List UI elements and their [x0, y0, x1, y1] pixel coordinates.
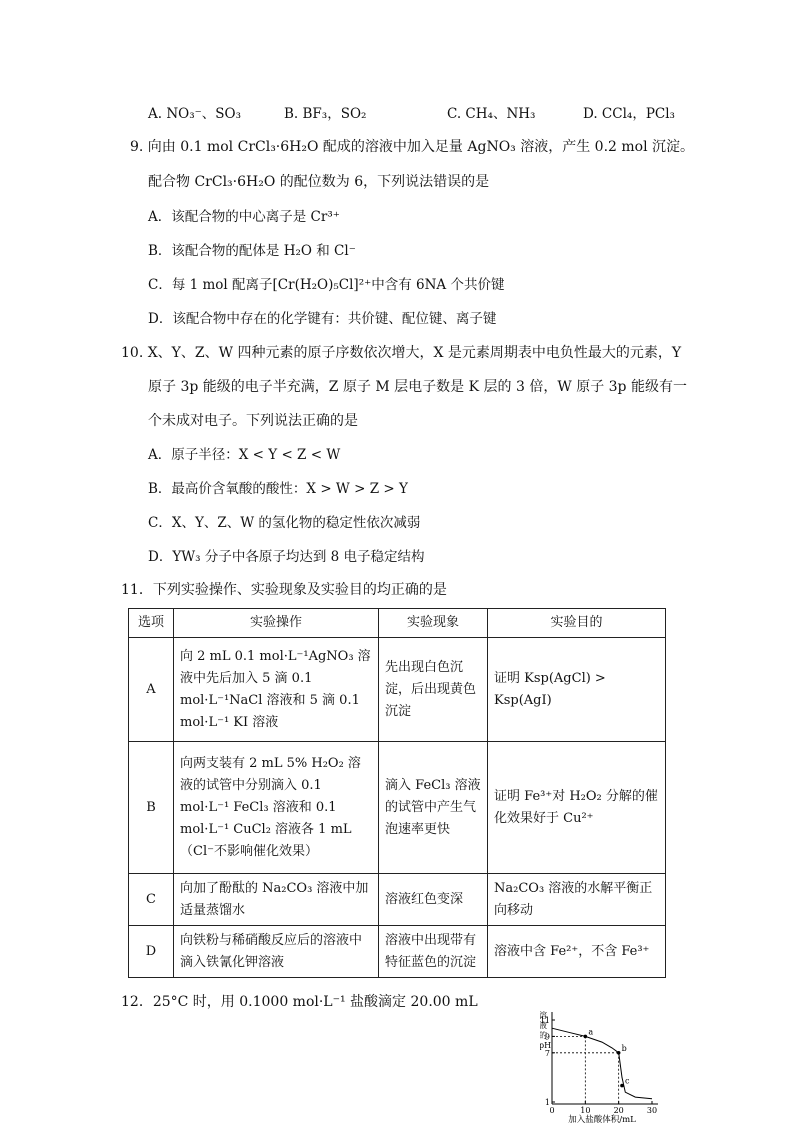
- q9-option-a: A．该配合物的中心离子是 Cr³⁺: [148, 209, 340, 225]
- q12-stem: 12．25°C 时，用 0.1000 mol·L⁻¹ 盐酸滴定 20.00 mL: [121, 994, 478, 1010]
- q8-option-d: D. CCl₄，PCl₃: [583, 106, 675, 122]
- q10-option-c: C．X、Y、Z、W 的氢化物的稳定性依次减弱: [148, 515, 421, 531]
- row-a-label: A: [129, 638, 174, 742]
- titration-curve: [552, 1028, 652, 1099]
- titration-chart-svg: [540, 1008, 680, 1123]
- point-label-a: a: [588, 1027, 594, 1037]
- q9-stem-line1: 9. 向由 0.1 mol CrCl₃·6H₂O 配成的溶液中加入足量 AgNO₃ 溶液，产生 0.2 mol 沉淀。: [130, 139, 695, 155]
- row-a-phenomenon: 先出现白色沉淀，后出现黄色沉淀: [379, 638, 488, 742]
- x-tick-label: 0: [549, 1106, 555, 1115]
- y-axis-label-part: 的: [540, 1031, 547, 1040]
- experiment-table: [128, 608, 666, 978]
- point-a: [584, 1035, 588, 1039]
- header-phenomenon: 实验现象: [379, 609, 488, 638]
- q9-stem-line2: 配合物 CrCl₃·6H₂O 的配位数为 6，下列说法错误的是: [148, 174, 490, 190]
- table-row: [129, 874, 666, 926]
- row-c-phenomenon: 溶液红色变深: [379, 874, 488, 926]
- q8-option-a: A. NO₃⁻、SO₃: [148, 106, 241, 122]
- row-a-operation: 向 2 mL 0.1 mol·L⁻¹AgNO₃ 溶液中先后加入 5 滴 0.1 mol·L⁻¹NaCl 溶液和 5 滴 0.1 mol·L⁻¹ KI 溶液: [174, 638, 379, 742]
- row-d-phenomenon: 溶液中出现带有特征蓝色的沉淀: [379, 926, 488, 978]
- q9-option-b: B．该配合物的配体是 H₂O 和 Cl⁻: [148, 243, 356, 259]
- table-row: [129, 742, 666, 874]
- row-b-label: B: [129, 742, 174, 874]
- point-b: [617, 1051, 621, 1055]
- row-b-purpose: 证明 Fe³⁺对 H₂O₂ 分解的催化效果好于 Cu²⁺: [488, 742, 666, 874]
- q10-stem-line1: 10. X、Y、Z、W 四种元素的原子序数依次增大，X 是元素周期表中电负性最大的元素，Y: [121, 345, 682, 361]
- x-tick-label: 10: [580, 1106, 591, 1115]
- q10-option-d: D．YW₃ 分子中各原子均达到 8 电子稳定结构: [148, 549, 425, 565]
- x-tick-label: 20: [613, 1106, 624, 1115]
- header-operation: 实验操作: [174, 609, 379, 638]
- q10-stem-line3: 个未成对电子。下列说法正确的是: [148, 413, 358, 429]
- x-tick-label: 30: [646, 1106, 658, 1115]
- y-axis-label-part: 溶: [540, 1011, 547, 1020]
- row-d-operation: 向铁粉与稀硝酸反应后的溶液中滴入铁氰化钾溶液: [174, 926, 379, 978]
- row-d-label: D: [129, 926, 174, 978]
- y-axis-label-part: 液: [540, 1021, 547, 1030]
- q10-stem-line2: 原子 3p 能级的电子半充满，Z 原子 M 层电子数是 K 层的 3 倍，W 原子 3p 能级有一: [148, 379, 687, 395]
- q8-option-b: B. BF₃，SO₂: [284, 106, 367, 122]
- header-option: 选项: [129, 609, 174, 638]
- row-a-purpose: 证明 Ksp(AgCl) > Ksp(AgI): [488, 638, 666, 742]
- q8-option-c: C. CH₄、NH₃: [447, 106, 536, 122]
- row-b-phenomenon: 滴入 FeCl₃ 溶液的试管中产生气泡速率更快: [379, 742, 488, 874]
- q9-option-d: D．该配合物中存在的化学键有：共价键、配位键、离子键: [148, 311, 497, 327]
- point-label-b: b: [621, 1043, 627, 1053]
- point-c: [620, 1084, 624, 1088]
- table-row: [129, 926, 666, 978]
- row-b-operation: 向两支装有 2 mL 5% H₂O₂ 溶液的试管中分别滴入 0.1 mol·L⁻¹ FeCl₃ 溶液和 0.1 mol·L⁻¹ CuCl₂ 溶液各 1 mL（Cl⁻不影响催化效果）: [174, 742, 379, 874]
- y-tick-label: 7: [544, 1048, 550, 1058]
- row-d-purpose: 溶液中含 Fe²⁺，不含 Fe³⁺: [488, 926, 666, 978]
- header-purpose: 实验目的: [488, 609, 666, 638]
- y-tick-label: 11: [540, 1016, 550, 1025]
- y-axis-label-part: pH: [540, 1041, 552, 1050]
- q10-option-b: B．最高价含氧酸的酸性：X > W > Z > Y: [148, 481, 408, 497]
- y-tick-label: 1: [544, 1098, 550, 1107]
- table-header-row: [129, 609, 666, 638]
- table-row: [129, 638, 666, 742]
- q10-option-a: A．原子半径：X < Y < Z < W: [148, 447, 341, 463]
- row-c-label: C: [129, 874, 174, 926]
- row-c-operation: 向加了酚酞的 Na₂CO₃ 溶液中加适量蒸馏水: [174, 874, 379, 926]
- point-label-c: c: [625, 1076, 630, 1086]
- titration-chart: [540, 1008, 680, 1123]
- y-tick-label: 9: [544, 1032, 550, 1042]
- q11-stem: 11．下列实验操作、实验现象及实验目的均正确的是: [121, 582, 447, 598]
- q9-option-c: C．每 1 mol 配离子[Cr(H₂O)₅Cl]²⁺中含有 6NA 个共价键: [148, 277, 505, 293]
- row-c-purpose: Na₂CO₃ 溶液的水解平衡正向移动: [488, 874, 666, 926]
- x-axis-label: 加入盐酸体积/mL: [568, 1115, 636, 1123]
